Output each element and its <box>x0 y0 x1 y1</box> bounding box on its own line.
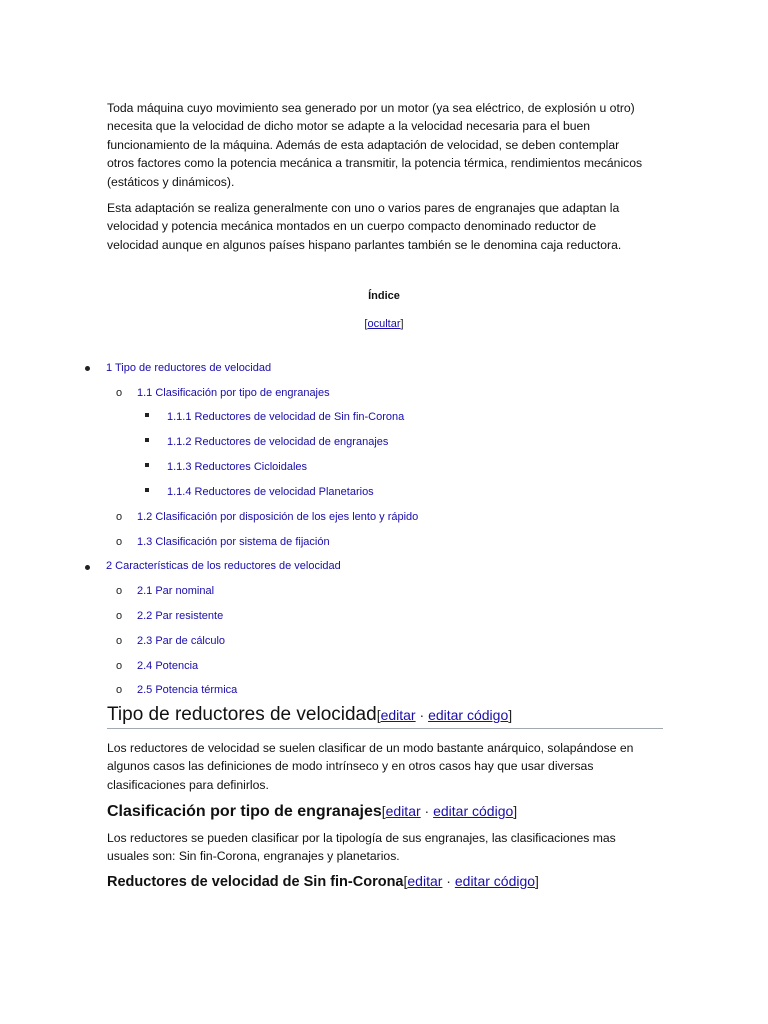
toc-title: Índice <box>368 290 400 302</box>
toc-square-bullet <box>145 488 149 492</box>
toc-marker: o <box>116 684 123 696</box>
section-heading-sinfin <box>107 872 539 891</box>
toc-item-1-3[interactable]: 1.3 Clasificación por sistema de fijación <box>137 536 330 548</box>
edit-section-links: [editar · editar código] <box>403 873 539 889</box>
toc-item-1-1-4[interactable]: 1.1.4 Reductores de velocidad Planetarios <box>167 486 374 498</box>
toc-marker: o <box>116 635 123 647</box>
section-heading-clasificacion <box>107 801 517 822</box>
edit-link[interactable]: editar <box>385 803 421 819</box>
toc-bullet <box>85 565 90 570</box>
toc-hide-link[interactable]: ocultar <box>367 318 401 330</box>
section-heading-sinfin-text: Reductores de velocidad de Sin fin-Corona <box>107 874 404 890</box>
toc-marker: o <box>116 536 123 548</box>
toc-marker: o <box>116 387 123 399</box>
toc-marker: o <box>116 660 123 672</box>
toc-item-2-3[interactable]: 2.3 Par de cálculo <box>137 635 226 647</box>
edit-code-link[interactable]: editar código <box>428 707 509 723</box>
intro-paragraph-1: Toda máquina cuyo movimiento sea generado por un motor (ya sea eléctrico, de explosión u otro) necesita que la velocidad de dicho motor se adapte a la velocidad necesaria para el buen funcionamiento de la máquina. Además de esta adaptación de velocidad, se deben contemplar otros factores como la potencia mecánica a transmitir, la potencia térmica, rendimientos mecánicos (estáticos y dinámicos). <box>107 101 643 189</box>
toc-item-1[interactable]: 1 Tipo de reductores de velocidad <box>106 362 272 374</box>
edit-section-links: [editar · editar código] <box>376 707 513 723</box>
toc-toggle: [ocultar] <box>364 318 404 330</box>
toc-item-2-2[interactable]: 2.2 Par resistente <box>137 610 224 622</box>
toc-item-1-1-2[interactable]: 1.1.2 Reductores de velocidad de engranajes <box>167 436 389 448</box>
section-tipo-body: Los reductores de velocidad se suelen clasificar de un modo bastante anárquico, solapándose en algunos casos las definiciones de modo intrínseco y en otros casos hay que usar diversas clasificaciones para definirlos. <box>107 741 634 792</box>
section-heading-tipo <box>107 703 512 727</box>
section-clasificacion-body: Los reductores se pueden clasificar por la tipología de sus engranajes, las clasificaciones mas usuales son: Sin fin-Corona, engranajes y planetarios. <box>107 831 616 864</box>
toc-item-1-1-1[interactable]: 1.1.1 Reductores de velocidad de Sin fin-Corona <box>167 411 405 423</box>
section-heading-tipo-text: Tipo de reductores de velocidad <box>107 704 377 725</box>
edit-link[interactable]: editar <box>380 707 416 723</box>
edit-link[interactable]: editar <box>407 873 443 889</box>
toc-item-2[interactable]: 2 Características de los reductores de velocidad <box>106 560 341 572</box>
toc-item-1-2[interactable]: 1.2 Clasificación por disposición de los ejes lento y rápido <box>137 511 419 523</box>
toc-square-bullet <box>145 413 149 417</box>
toc-item-2-1[interactable]: 2.1 Par nominal <box>137 585 215 597</box>
toc-item-2-5[interactable]: 2.5 Potencia térmica <box>137 684 238 696</box>
toc-item-2-4[interactable]: 2.4 Potencia <box>137 660 199 672</box>
toc-item-1-1[interactable]: 1.1 Clasificación por tipo de engranajes <box>137 387 330 399</box>
toc-bullet <box>85 366 90 371</box>
toc-square-bullet <box>145 463 149 467</box>
edit-code-link[interactable]: editar código <box>433 803 514 819</box>
edit-section-links: [editar · editar código] <box>381 803 518 819</box>
toc-square-bullet <box>145 438 149 442</box>
intro-paragraph-2: Esta adaptación se realiza generalmente con uno o varios pares de engranajes que adaptan la velocidad y potencia mecánica montados en un cuerpo compacto denominado reductor de velocidad aunque en algunos países hispano parlantes también se le denomina caja reductora. <box>107 201 622 252</box>
heading-divider <box>107 728 663 729</box>
section-heading-clasificacion-text: Clasificación por tipo de engranajes <box>107 803 382 820</box>
toc-item-1-1-3[interactable]: 1.1.3 Reductores Cicloidales <box>167 461 308 473</box>
toc-marker: o <box>116 511 123 523</box>
toc-marker: o <box>116 610 123 622</box>
edit-code-link[interactable]: editar código <box>454 873 536 889</box>
toc-marker: o <box>116 585 123 597</box>
